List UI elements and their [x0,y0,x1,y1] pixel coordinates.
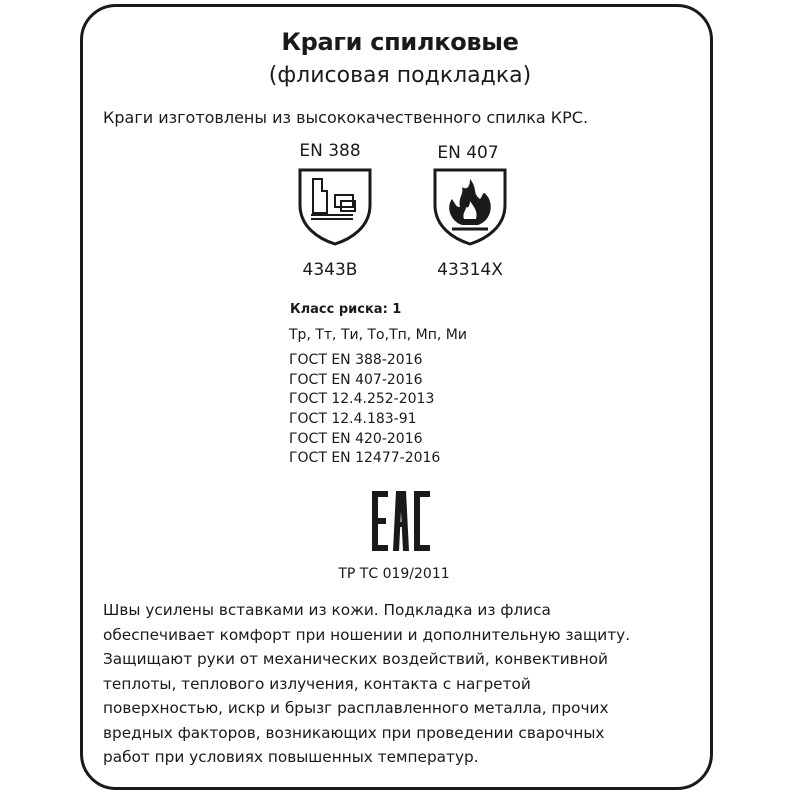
en388-label: EN 388 [299,141,361,161]
gost-item: ГОСТ EN 420-2016 [289,431,423,447]
gost-item: ГОСТ EN 12477-2016 [289,450,441,466]
description-line: вредных факторов, возникающих при проведении сварочных [103,723,605,742]
en407-label: EN 407 [437,143,499,163]
risk-codes: Тр, Тт, Ти, То,Тп, Мп, Ми [289,327,467,343]
description-line: работ при условиях повышенных температур. [103,748,479,766]
page-subtitle: (флисовая подкладка) [268,63,532,88]
description-line: Швы усилены вставками из кожи. Подкладка из флиса [103,601,551,619]
description-line: обеспечивает комфорт при ношении и дополнительную защиту. [103,625,631,644]
risk-class-title: Класс риска: 1 [290,302,402,317]
gost-item: ГОСТ 12.4.252-2013 [289,391,435,407]
flame-icon [432,167,508,247]
description-line: теплоты, теплового излучения, контакта с нагретой [103,674,531,693]
tr-ts-text: ТР ТС 019/2011 [338,566,450,582]
description [103,598,703,770]
gost-item: ГОСТ EN 388-2016 [289,352,423,368]
description-line: поверхностью, искр и брызг расплавленного металла, прочих [103,699,609,717]
description-line: Защищают руки от механических воздействий, конвективной [103,650,608,668]
gost-item: ГОСТ 12.4.183-91 [289,411,417,427]
mechanical-hazard-icon [297,167,373,247]
gost-item: ГОСТ EN 407-2016 [289,372,423,388]
en388-code: 4343B [302,260,358,280]
intro-text: Краги изготовлены из высококачественного спилка КРС. [103,108,589,127]
eac-logo [370,489,432,553]
en407-code: 43314X [437,260,503,280]
page-title: Краги спилковые [281,28,519,56]
